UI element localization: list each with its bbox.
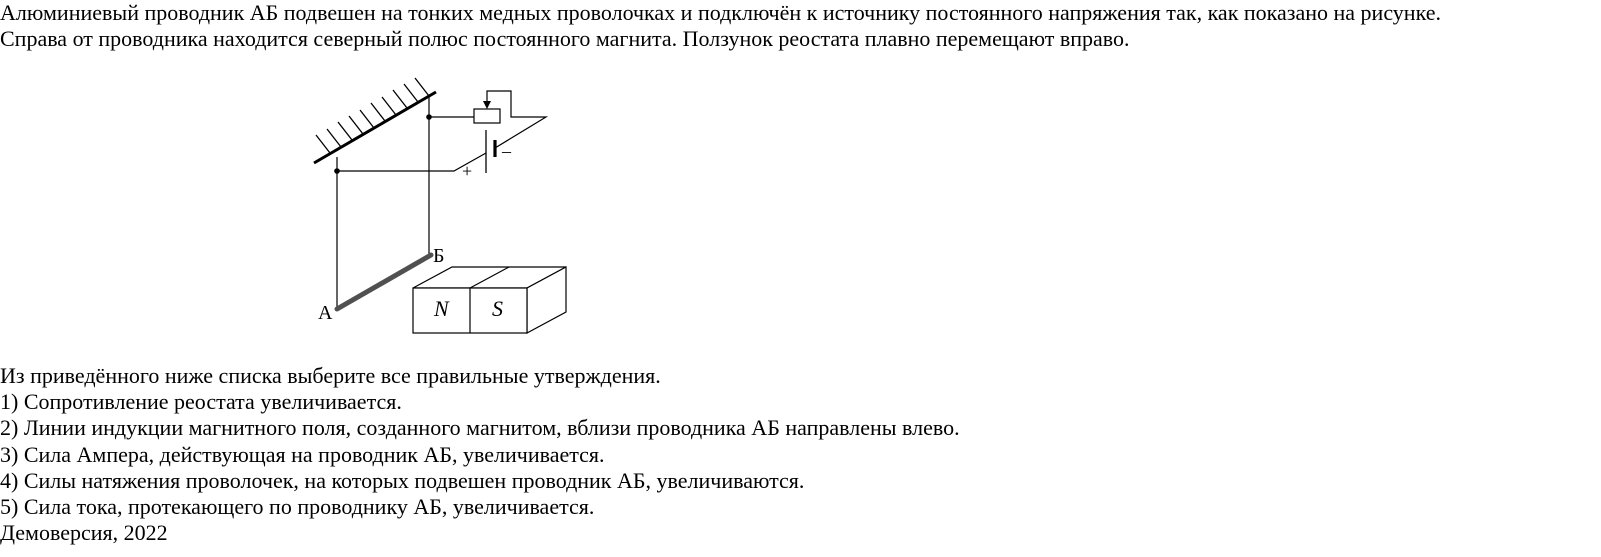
statement-3: 3) Сила Ампера, действующая на проводник АБ, увеличивается. — [0, 441, 605, 467]
magnet-south-label: S — [492, 296, 503, 321]
magnet-north-label: N — [434, 296, 449, 321]
intro-line-2: Справа от проводника находится северный полюс постоянного магнита. Ползунок реостата плавно перемещают вправо. — [0, 26, 1130, 51]
source-note: Демоверсия, 2022 — [0, 520, 168, 546]
rheostat — [474, 101, 500, 123]
rheostat-slider-arrow-icon — [483, 101, 491, 109]
label-a: А — [318, 302, 333, 324]
label-b: Б — [433, 245, 445, 267]
question-block — [0, 363, 960, 546]
ceiling-hatching — [316, 78, 429, 153]
statement-5: 5) Сила тока, протекающего по проводнику АБ, увеличивается. — [0, 494, 595, 520]
circuit-diagram — [0, 0, 600, 345]
statement-1: 1) Сопротивление реостата увеличивается. — [0, 389, 402, 415]
question-prompt: Из приведённого ниже списка выберите все правильные утверждения. — [0, 363, 661, 388]
circuit-figure — [0, 0, 600, 345]
battery-plus-label: + — [462, 161, 473, 181]
statement-2: 2) Линии индукции магнитного поля, созданного магнитом, вблизи проводника АБ направлены влево. — [0, 415, 960, 441]
junction-dot-left — [334, 168, 340, 174]
ceiling-support — [314, 78, 436, 163]
intro-line-1: Алюминиевый проводник АБ подвешен на тонких медных проволочках и подключён к источнику постоянного напряжения так, как показано на рисунке. — [0, 0, 1441, 25]
statement-4: 4) Силы натяжения проволочек, на которых подвешен проводник АБ, увеличиваются. — [0, 467, 805, 493]
battery-minus-label: – — [502, 141, 511, 161]
battery — [486, 130, 495, 173]
junction-dot-right — [426, 114, 432, 120]
